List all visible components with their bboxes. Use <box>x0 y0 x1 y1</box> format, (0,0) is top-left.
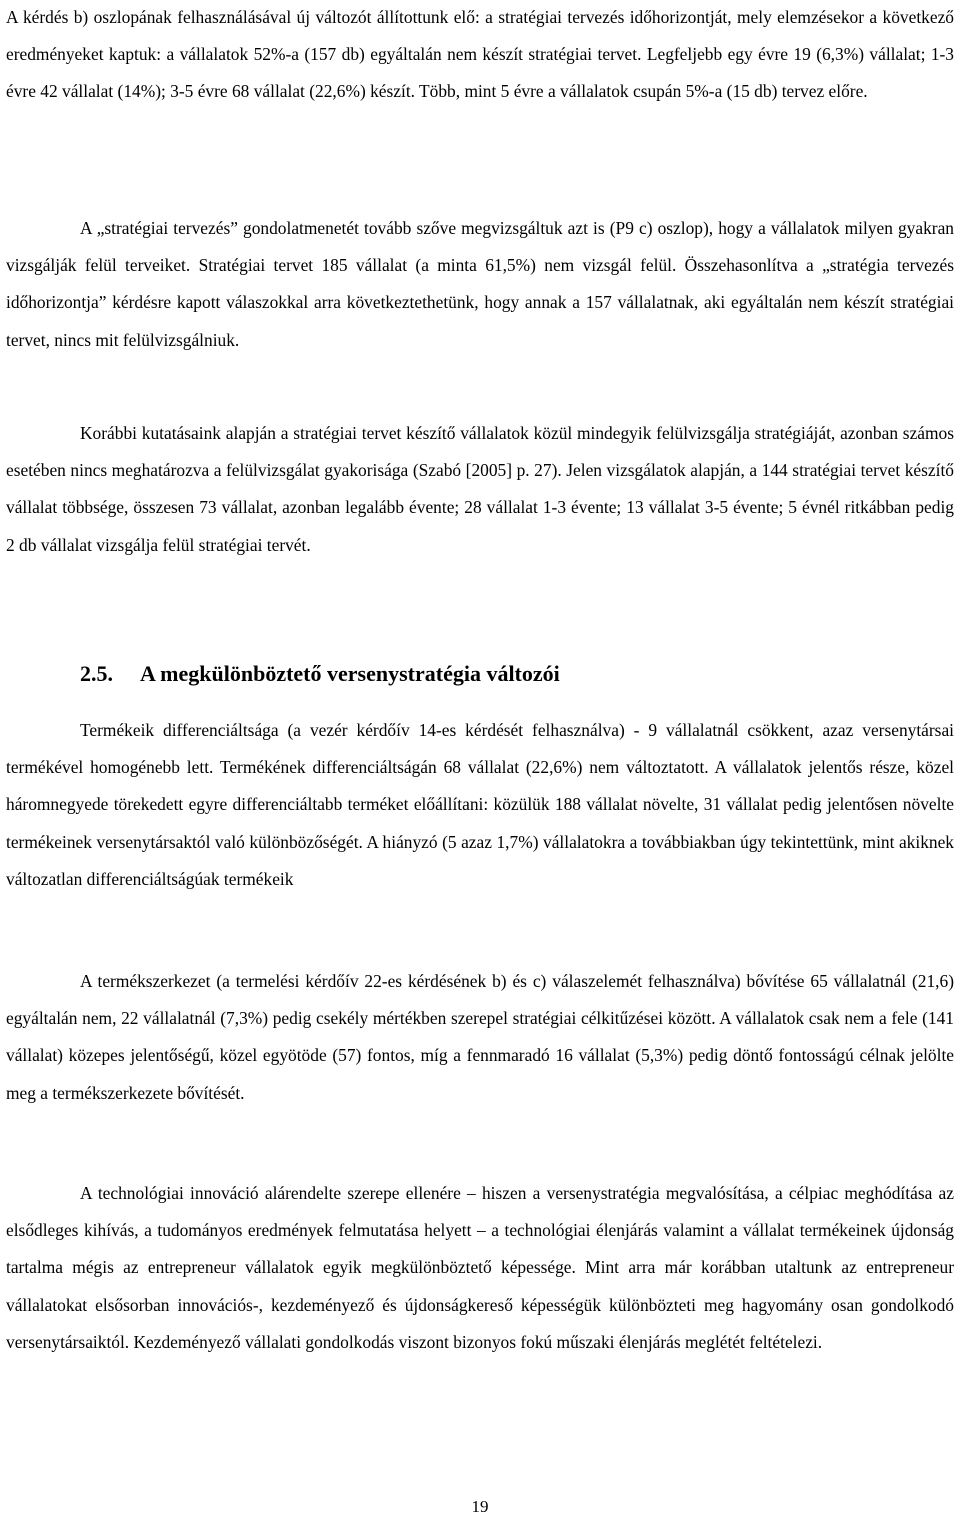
section-number: 2.5. <box>80 661 113 686</box>
paragraph-earlier-research: Korábbi kutatásaink alapján a stratégiai tervet készítő vállalatok közül mindegyik felülvizsgálja stratégiáját, azonban számos esetében nincs meghatározva a felülvizsgálat gyakorisága (Szabó [2005] p. 27). Jelen vizsgálatok alapján, a 144 stratégiai tervet készítő vállalat többsége, összesen 73 vállalat, azonban legalább évente; 28 vállalat 1-3 évente; 13 vállalat 3-5 évente; 5 évnél ritkábban pedig 2 db vállalat vizsgálja felül stratégiai tervét. <box>6 423 954 555</box>
section-title: A megkülönböztető versenystratégia változói <box>140 661 560 686</box>
section-heading <box>80 655 560 693</box>
paragraph-time-horizon: A kérdés b) oszlopának felhasználásával új változót állítottunk elő: a stratégiai tervezés időhorizontját, mely elemzésekor a következő eredményeket kaptuk: a vállalatok 52%-a (157 db) egyáltalán nem készít stratégiai tervet. Legfeljebb egy évre 19 (6,3%) vállalat; 1-3 évre 42 vállalat (14%); 3-5 évre 68 vállalat (22,6%) készít. Több, mint 5 évre a vállalatok csupán 5%-a (15 db) tervez előre. <box>6 7 954 102</box>
page-number: 19 <box>471 1497 489 1516</box>
paragraph-product-differentiation: Termékeik differenciáltsága (a vezér kérdőív 14-es kérdését felhasználva) - 9 vállalatnál csökkent, azaz versenytársai termékével homogénebb lett. Termékének differenciáltságán 68 vállalat (22,6%) nem változtatott. A vállalatok jelentős része, közel háromnegyede törekedett egyre differenciáltabb terméket előállítani: közülük 188 vállalat növelte, 31 vállalat pedig jelentősen növelte termékeinek versenytársaktól való különbözőségét. A hiányzó (5 azaz 1,7%) vállalatokra a továbbiakban úgy tekintettünk, mint akiknek változatlan differenciáltságúak termékeik <box>6 720 954 889</box>
paragraph-product-structure: A termékszerkezet (a termelési kérdőív 22-es kérdésének b) és c) válaszelemét felhasználva) bővítése 65 vállalatnál (21,6) egyáltalán nem, 22 vállalatnál (7,3%) pedig csekély mértékben szerepel stratégiai célkitűzései között. A vállalatok csak nem a fele (141 vállalat) közepes jelentőségű, közel egyötöde (57) fontos, míg a fennmaradó 16 vállalat (5,3%) pedig döntő fontosságú célnak jelölte meg a termékszerkezete bővítését. <box>6 971 954 1103</box>
paragraph-plan-review: A „stratégiai tervezés” gondolatmenetét tovább szőve megvizsgáltuk azt is (P9 c) oszlop), hogy a vállalatok milyen gyakran vizsgálják felül terveiket. Stratégiai tervet 185 vállalat (a minta 61,5%) nem vizsgál felül. Összehasonlítva a „stratégia tervezés időhorizontja” kérdésre kapott válaszokkal arra következtethetünk, hogy annak a 157 vállalatnak, aki egyáltalán nem készít stratégiai tervet, nincs mit felülvizsgálniuk. <box>6 218 954 350</box>
paragraph-technological-innovation: A technológiai innováció alárendelte szerepe ellenére – hiszen a versenystratégia megvalósítása, a célpiac meghódítása az elsődleges kihívás, a tudományos eredmények felmutatása helyett – a technológiai élenjárás valamint a vállalat termékeinek újdonság tartalma mégis az entrepreneur vállalatok egyik megkülönböztető képessége. Mint arra már korábban utaltunk az entrepreneur vállalatokat elsősorban innovációs-, kezdeményező és újdonságkereső képességük különbözteti meg hagyomány osan gondolkodó versenytársaiktól. Kezdeményező vállalati gondolkodás viszont bizonyos fokú műszaki élenjárás meglétét feltételezi. <box>6 1183 954 1352</box>
